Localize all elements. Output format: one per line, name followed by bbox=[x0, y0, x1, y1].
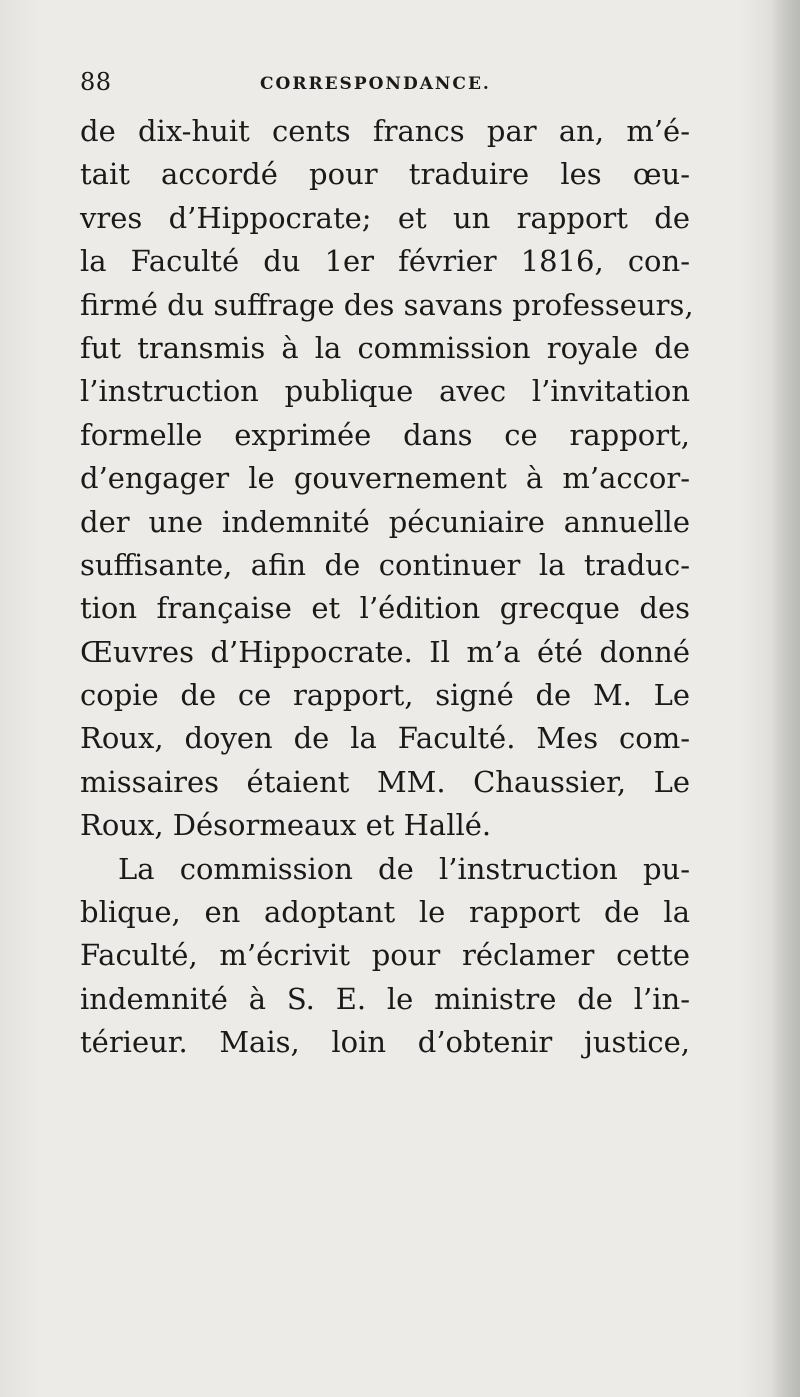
text-line: de dix-huit cents francs par an, m’é- bbox=[80, 114, 690, 148]
text-line: Roux, Désormeaux et Hallé. bbox=[80, 808, 492, 843]
text-line: d’engager le gouvernement à m’accor- bbox=[80, 461, 690, 496]
text-line: firmé du suffrage des savans professeurs, bbox=[80, 287, 694, 322]
text-line: Roux, doyen de la Faculté. Mes com- bbox=[80, 721, 690, 756]
text-line: missaires étaient MM. Chaussier, Le bbox=[80, 764, 690, 799]
text-line: suffisante, afin de continuer la traduc- bbox=[80, 547, 690, 582]
text-line: copie de ce rapport, signé de M. Le bbox=[80, 678, 690, 713]
paragraph-2 bbox=[80, 848, 690, 1065]
text-line: blique, en adoptant le rapport de la bbox=[80, 895, 690, 930]
text-line: l’instruction publique avec l’invitation bbox=[80, 374, 690, 409]
text-line: La commission de l’instruction pu- bbox=[118, 851, 690, 886]
text-line: tait accordé pour traduire les œu- bbox=[80, 157, 690, 192]
body-text bbox=[80, 110, 694, 1065]
text-line: la Faculté du 1er février 1816, con- bbox=[80, 244, 690, 279]
running-head: CORRESPONDANCE. bbox=[260, 74, 491, 94]
paragraph-1 bbox=[80, 110, 694, 848]
text-line: Faculté, m’écrivit pour réclamer cette bbox=[80, 938, 690, 973]
text-line: der une indemnité pécuniaire annuelle bbox=[80, 504, 690, 539]
text-line: tion française et l’édition grecque des bbox=[80, 591, 690, 626]
text-line: indemnité à S. E. le ministre de l’in- bbox=[80, 981, 690, 1016]
text-line: fut transmis à la commission royale de bbox=[80, 330, 690, 365]
page-gutter-shadow bbox=[770, 0, 800, 1397]
text-line: vres d’Hippocrate; et un rapport de bbox=[80, 200, 690, 235]
text-line: Œuvres d’Hippocrate. Il m’a été donné bbox=[80, 634, 690, 669]
page-number: 88 bbox=[80, 68, 112, 96]
text-line: térieur. Mais, loin d’obtenir justice, bbox=[80, 1025, 690, 1060]
page-header bbox=[80, 68, 720, 108]
text-line: formelle exprimée dans ce rapport, bbox=[80, 417, 690, 452]
